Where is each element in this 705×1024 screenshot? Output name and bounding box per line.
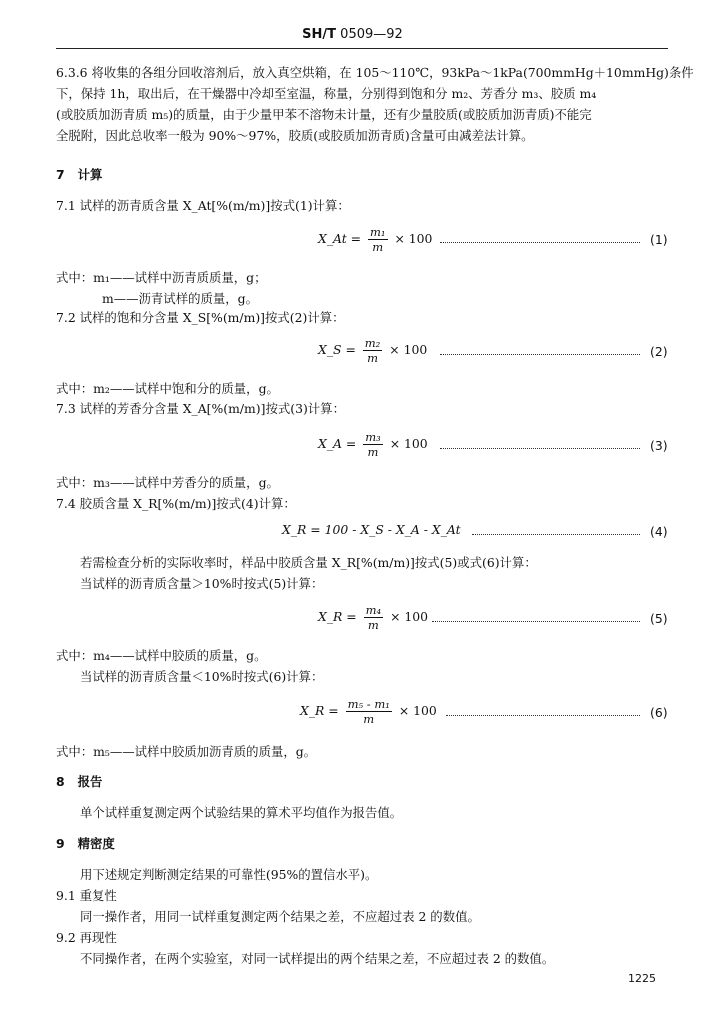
- formula-3-rhs: × 100: [389, 436, 428, 451]
- section-9-2-title: 9.2 再现性: [56, 930, 117, 945]
- formula-3-numerator: m₃: [365, 430, 381, 444]
- section-9-intro: 用下述规定判断测定结果的可靠性(95%的置信水平)。: [80, 867, 378, 882]
- formula-1-lhs: X_At =: [318, 231, 362, 246]
- equation-number-1: (1): [650, 232, 668, 247]
- section-7-3-text: 7.3 试样的芳香分含量 X_A[%(m/m)]按式(3)计算：: [56, 401, 345, 416]
- section-8-number: 8: [56, 774, 65, 789]
- formula-6-fraction: [346, 697, 392, 726]
- section-7-2-text: 7.2 试样的饱和分含量 X_S[%(m/m)]按式(2)计算：: [56, 310, 345, 325]
- formula-2: [318, 336, 427, 365]
- formula-6-denominator: m: [363, 712, 375, 726]
- leader-dots-3: [440, 448, 640, 449]
- formula-3-denominator: m: [367, 445, 379, 459]
- leader-dots-1: [440, 242, 640, 243]
- note-asphaltene-lt-10: 当试样的沥青质含量＜10%时按式(6)计算：: [80, 669, 324, 684]
- section-8-title: 报告: [77, 774, 103, 789]
- equation-number-4: (4): [650, 524, 668, 539]
- section-7-number: 7: [56, 167, 65, 182]
- formula-1-numerator: m₁: [370, 225, 386, 239]
- formula-6-lhs: X_R =: [300, 703, 339, 718]
- page-number: 1225: [628, 972, 656, 985]
- leader-dots-6: [446, 715, 640, 716]
- formula-5-numerator: m₄: [365, 603, 382, 617]
- equation-number-2: (2): [650, 344, 668, 359]
- section-9-heading: [56, 834, 115, 852]
- page-header: [0, 27, 705, 42]
- formula-2-denominator: m: [367, 351, 378, 365]
- formula-4: X_R = 100 - X_S - X_A - X_At: [282, 522, 461, 537]
- section-9-1-body: 同一操作者，用同一试样重复测定两个结果之差，不应超过表 2 的数值。: [80, 909, 480, 924]
- formula-2-lhs: X_S =: [318, 342, 356, 357]
- para-636-line3: (或胶质加沥青质 m₅)的质量，由于少量甲苯不溶物未计量，还有少量胶质(或胶质加沥青质)不能完: [56, 107, 592, 122]
- section-8-heading: [56, 772, 102, 790]
- section-8-body: 单个试样重复测定两个试验结果的算术平均值作为报告值。: [80, 805, 403, 820]
- header-rule: [56, 48, 668, 49]
- formula-3-lhs: X_A =: [318, 436, 357, 451]
- para-636-line1: 6.3.6 将收集的各组分回收溶剂后，放入真空烘箱，在 105～110℃，93kPa～1kPa(700mmHg＋10mmHg)条件: [56, 65, 694, 80]
- formula-6-numerator: m₅ - m₁: [347, 697, 390, 711]
- para-636-line2: 下，保持 1h，取出后，在干燥器中冷却至室温，称量，分别得到饱和分 m₂、芳香分 m₃、胶质 m₄: [56, 86, 597, 101]
- section-9-title: 精密度: [77, 836, 115, 851]
- formula-5-lhs: X_R =: [318, 609, 357, 624]
- section-9-number: 9: [56, 836, 65, 851]
- formula-5: [318, 603, 428, 632]
- section-9-1-title: 9.1 重复性: [56, 888, 117, 903]
- section-7-title: 计算: [77, 167, 103, 182]
- formula-1: [318, 225, 432, 254]
- section-9-2-body: 不同操作者，在两个实验室，对同一试样提出的两个结果之差，不应超过表 2 的数值。: [80, 951, 555, 966]
- formula-6-rhs: × 100: [398, 703, 437, 718]
- standard-code: SH/T: [302, 27, 337, 42]
- section-7-1-text: 7.1 试样的沥青质含量 X_At[%(m/m)]按式(1)计算：: [56, 198, 350, 213]
- formula-5-denominator: m: [367, 618, 379, 632]
- formula-5-rhs: × 100: [390, 609, 429, 624]
- where-7-1-m1: 式中：m₁——试样中沥青质质量，g；: [56, 270, 267, 285]
- formula-6: [300, 697, 437, 726]
- where-7-2-m2: 式中：m₂——试样中饱和分的质量，g。: [56, 381, 279, 396]
- formula-1-denominator: m: [372, 240, 384, 254]
- formula-5-fraction: [364, 603, 384, 632]
- formula-2-numerator: m₂: [364, 336, 381, 350]
- note-actual-recovery: 若需检查分析的实际收率时，样品中胶质含量 X_R[%(m/m)]按式(5)或式(6)计算：: [80, 555, 537, 570]
- where-7-1-m: m——沥青试样的质量，g。: [102, 291, 258, 306]
- note-asphaltene-gt-10: 当试样的沥青质含量＞10%时按式(5)计算：: [80, 576, 324, 591]
- where-7-4-m5: 式中：m₅——试样中胶质加沥青质的质量，g。: [56, 744, 317, 759]
- equation-number-3: (3): [650, 438, 668, 453]
- leader-dots-2: [440, 354, 640, 355]
- leader-dots-5: [432, 621, 640, 622]
- section-7-heading: [56, 165, 102, 183]
- where-7-3-m3: 式中：m₃——试样中芳香分的质量，g。: [56, 475, 279, 490]
- formula-3: [318, 430, 428, 459]
- leader-dots-4: [472, 534, 640, 535]
- formula-2-fraction: [363, 336, 383, 365]
- equation-number-6: (6): [650, 705, 668, 720]
- formula-1-rhs: × 100: [394, 231, 433, 246]
- formula-3-fraction: [363, 430, 383, 459]
- standard-number: 0509—92: [340, 27, 403, 42]
- section-7-4-text: 7.4 胶质含量 X_R[%(m/m)]按式(4)计算：: [56, 496, 296, 511]
- formula-1-fraction: [368, 225, 388, 254]
- para-636-line4: 全脱附，因此总收率一般为 90%～97%，胶质(或胶质加沥青质)含量可由减差法计算。: [56, 128, 534, 143]
- formula-2-rhs: × 100: [389, 342, 428, 357]
- where-7-4-m4: 式中：m₄——试样中胶质的质量，g。: [56, 648, 267, 663]
- equation-number-5: (5): [650, 611, 668, 626]
